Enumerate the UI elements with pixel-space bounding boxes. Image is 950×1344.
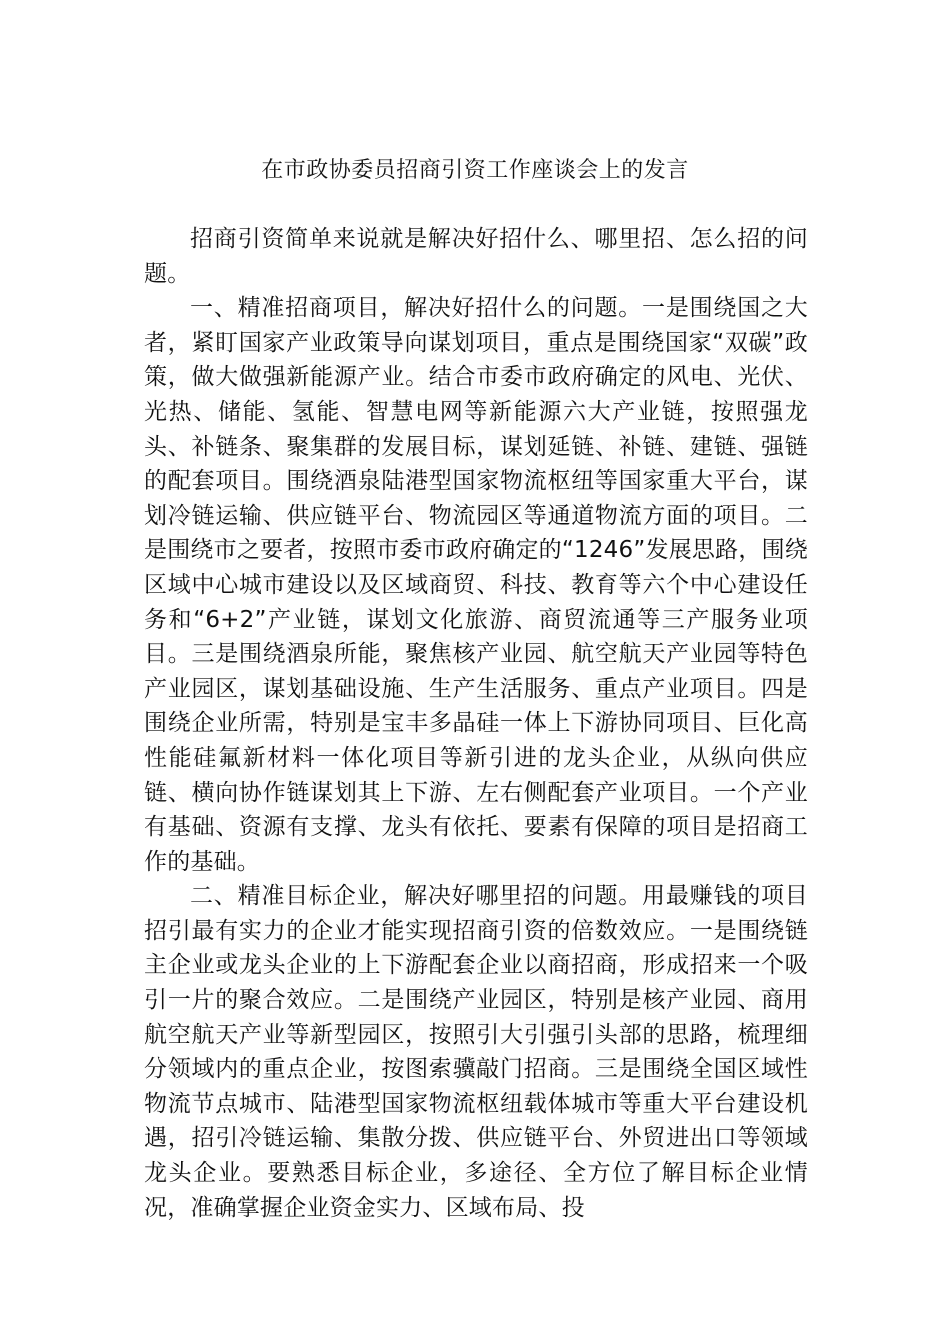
paragraph-section-2: 二、精准目标企业，解决好哪里招的问题。用最赚钱的项目招引最有实力的企业才能实现招商引资的倍数效应。一是围绕链主企业或龙头企业的上下游配套企业以商招商，形成招来一个吸引一片的聚合效应。二是围绕产业园区，特别是核产业园、商用航空航天产业等新型园区，按照引大引强引头部的思路，梳理细分领域内的重点企业，按图索骥敲门招商。三是围绕全国区域性物流节点城市、陆港型国家物流枢纽载体城市等重大平台建设机遇，招引冷链运输、集散分拨、供应链平台、外贸进出口等领域龙头企业。要熟悉目标企业，多途径、全方位了解目标企业情况，准确掌握企业资金实力、区域布局、投 xyxy=(144,883,808,1221)
paragraph-intro: 招商引资简单来说就是解决好招什么、哪里招、怎么招的问题。 xyxy=(144,226,808,287)
document-body xyxy=(144,222,808,1225)
document-title: 在市政协委员招商引资工作座谈会上的发言 xyxy=(261,158,689,183)
paragraph-section-1: 一、精准招商项目，解决好招什么的问题。一是围绕国之大者，紧盯国家产业政策导向谋划项目，重点是围绕国家“双碳”政策，做大做强新能源产业。结合市委市政府确定的风电、光伏、光热、储能、氢能、智慧电网等新能源六大产业链，按照强龙头、补链条、聚集群的发展目标，谋划延链、补链、建链、强链的配套项目。围绕酒泉陆港型国家物流枢纽等国家重大平台，谋划冷链运输、供应链平台、物流园区等通道物流方面的项目。二是围绕市之要者，按照市委市政府确定的“1246”发展思路，围绕区域中心城市建设以及区域商贸、科技、教育等六个中心建设任务和“6+2”产业链，谋划文化旅游、商贸流通等三产服务业项目。三是围绕酒泉所能，聚焦核产业园、航空航天产业园等特色产业园区，谋划基础设施、生产生活服务、重点产业项目。四是围绕企业所需，特别是宝丰多晶硅一体上下游协同项目、巨化高性能硅氟新材料一体化项目等新引进的龙头企业，从纵向供应链、横向协作链谋划其上下游、左右侧配套产业项目。一个产业有基础、资源有支撑、龙头有依托、要素有保障的项目是招商工作的基础。 xyxy=(144,295,808,875)
